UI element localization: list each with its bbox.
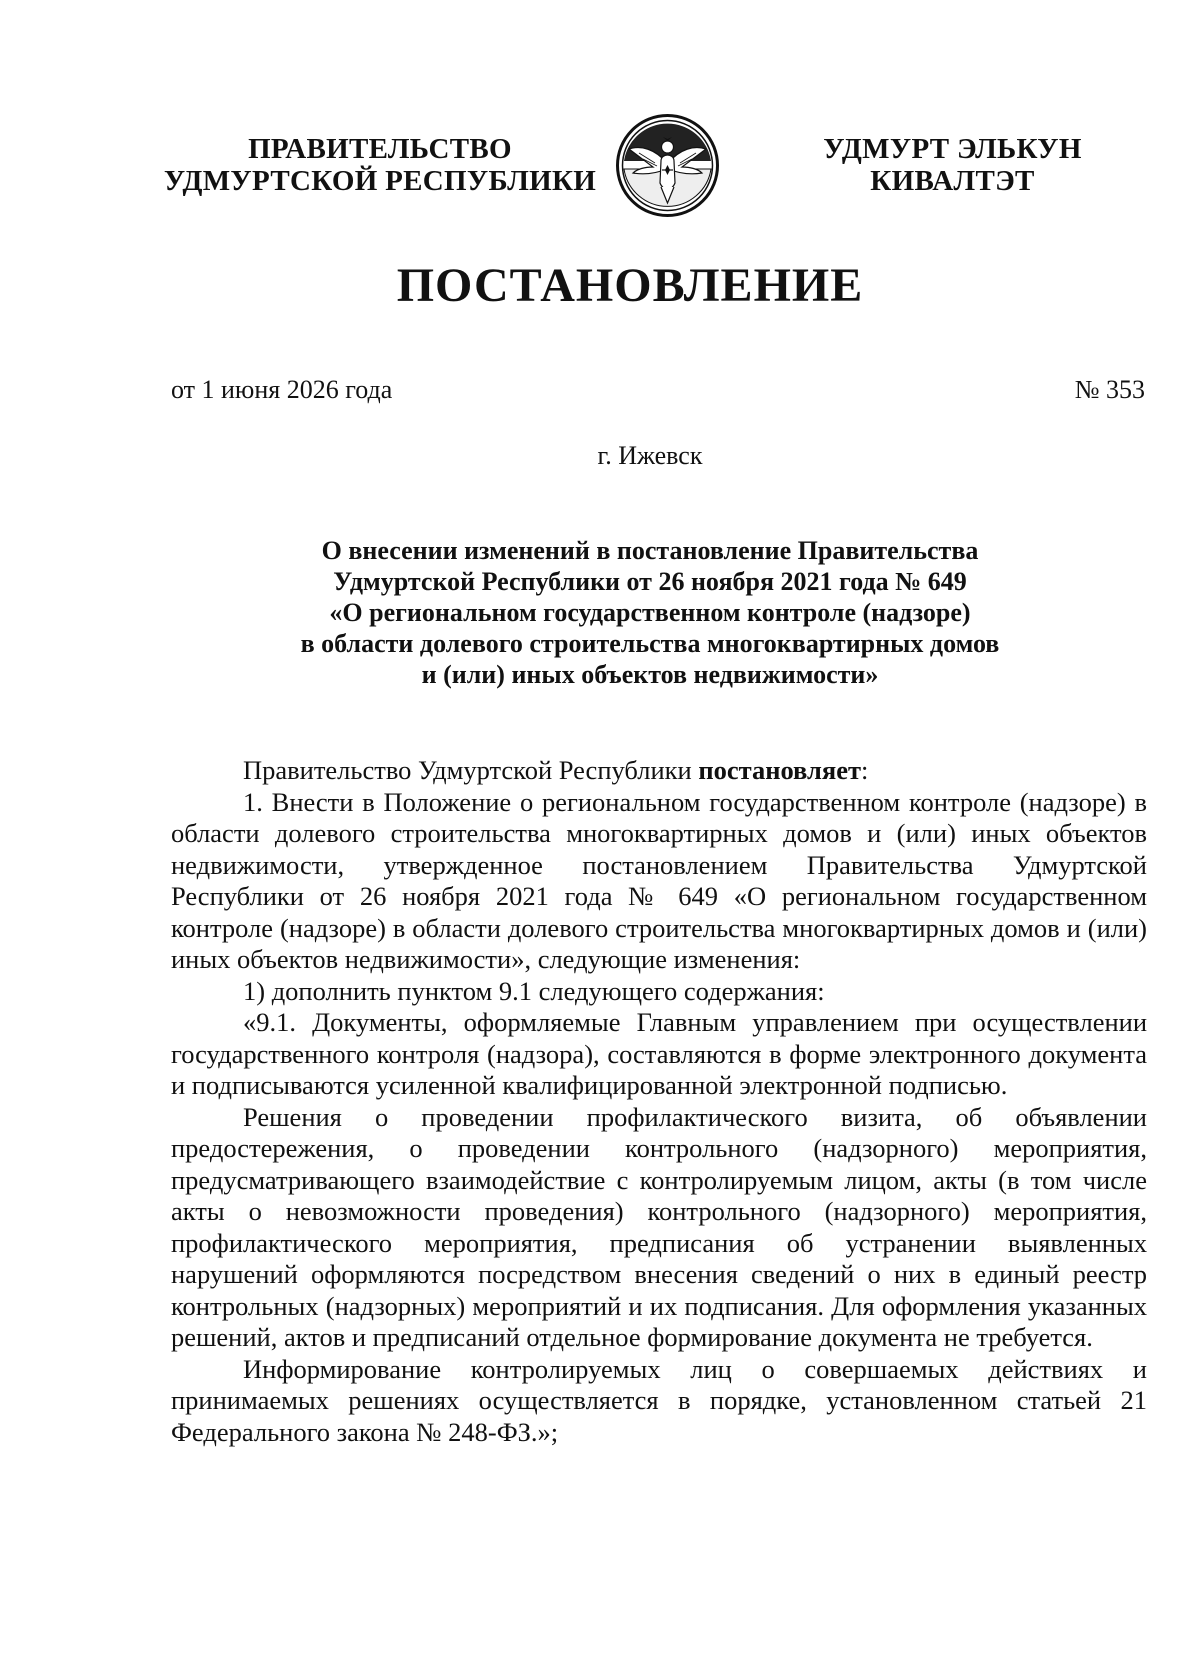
body-paragraph-5: Информирование контролируемых лиц о совершаемых действиях и принимаемых решениях осуществляется в порядке, установленном статьей 21 Федерального закона № 248-ФЗ.»; xyxy=(171,1353,1147,1447)
subject-line-1: О внесении изменений в постановление Правительства xyxy=(321,536,979,565)
document-title: ПОСТАНОВЛЕНИЕ xyxy=(396,259,864,312)
issuer-line-1: ПРАВИТЕЛЬСТВО xyxy=(248,133,512,165)
udmurt-coat-of-arms-icon xyxy=(615,113,720,218)
document-subject xyxy=(260,535,1040,690)
issuer-name-russian xyxy=(160,133,600,197)
body-paragraph-4: Решения о проведении профилактического визита, об объявлении предостережения, о проведении контрольного (надзорного) мероприятия, предусматривающего взаимодействие с контролируемым лицом, акты (в том числе акты о невозможности проведения) контрольного (надзорного) мероприятия, профилактического мероприятия, предписания об устранении выявленных нарушений оформляются посредством внесения сведений о них в единый реестр контрольных (надзорных) мероприятий и их подписания. Для оформления указанных решений, актов и предписаний отдельное формирование документа не требуется. xyxy=(171,1101,1147,1352)
issuer-udmurt-line-2: КИВАЛТЭТ xyxy=(870,165,1035,197)
subject-line-3: «О региональном государственном контроле (надзоре) xyxy=(329,598,971,627)
document-number: № 353 xyxy=(1074,375,1145,404)
document-date: от 1 июня 2026 года xyxy=(171,375,393,404)
intro-colon: : xyxy=(861,755,869,785)
document-place: г. Ижевск xyxy=(597,441,703,470)
subject-line-4: в области долевого строительства многоквартирных домов xyxy=(300,629,1000,658)
subject-line-5: и (или) иных объектов недвижимости» xyxy=(421,660,879,689)
body-intro xyxy=(171,755,1147,787)
issuer-line-2: УДМУРТСКОЙ РЕСПУБЛИКИ xyxy=(163,165,597,197)
intro-resolves: постановляет xyxy=(698,755,862,785)
document-body xyxy=(171,755,1147,1448)
body-paragraph-1: 1. Внести в Положение о региональном государственном контроле (надзоре) в области долевого строительства многоквартирных домов и (или) иных объектов недвижимости, утвержденное постановлением Правительства Удмуртской Республики от 26 ноября 2021 года № 649 «О региональном государственном контроле (надзоре) в области долевого строительства многоквартирных домов и (или) иных объектов недвижимости», следующие изменения: xyxy=(171,786,1147,974)
intro-text: Правительство Удмуртской Республики xyxy=(243,755,699,785)
issuer-name-udmurt xyxy=(810,133,1095,197)
body-paragraph-2: 1) дополнить пунктом 9.1 следующего содержания: xyxy=(243,975,825,1006)
issuer-udmurt-line-1: УДМУРТ ЭЛЬКУН xyxy=(823,133,1082,165)
subject-line-2: Удмуртской Республики от 26 ноября 2021 года № 649 xyxy=(333,567,967,596)
body-paragraph-3: «9.1. Документы, оформляемые Главным управлением при осуществлении государственного контроля (надзора), составляются в форме электронного документа и подписываются усиленной квалифицированной электронной подписью. xyxy=(171,1007,1147,1100)
